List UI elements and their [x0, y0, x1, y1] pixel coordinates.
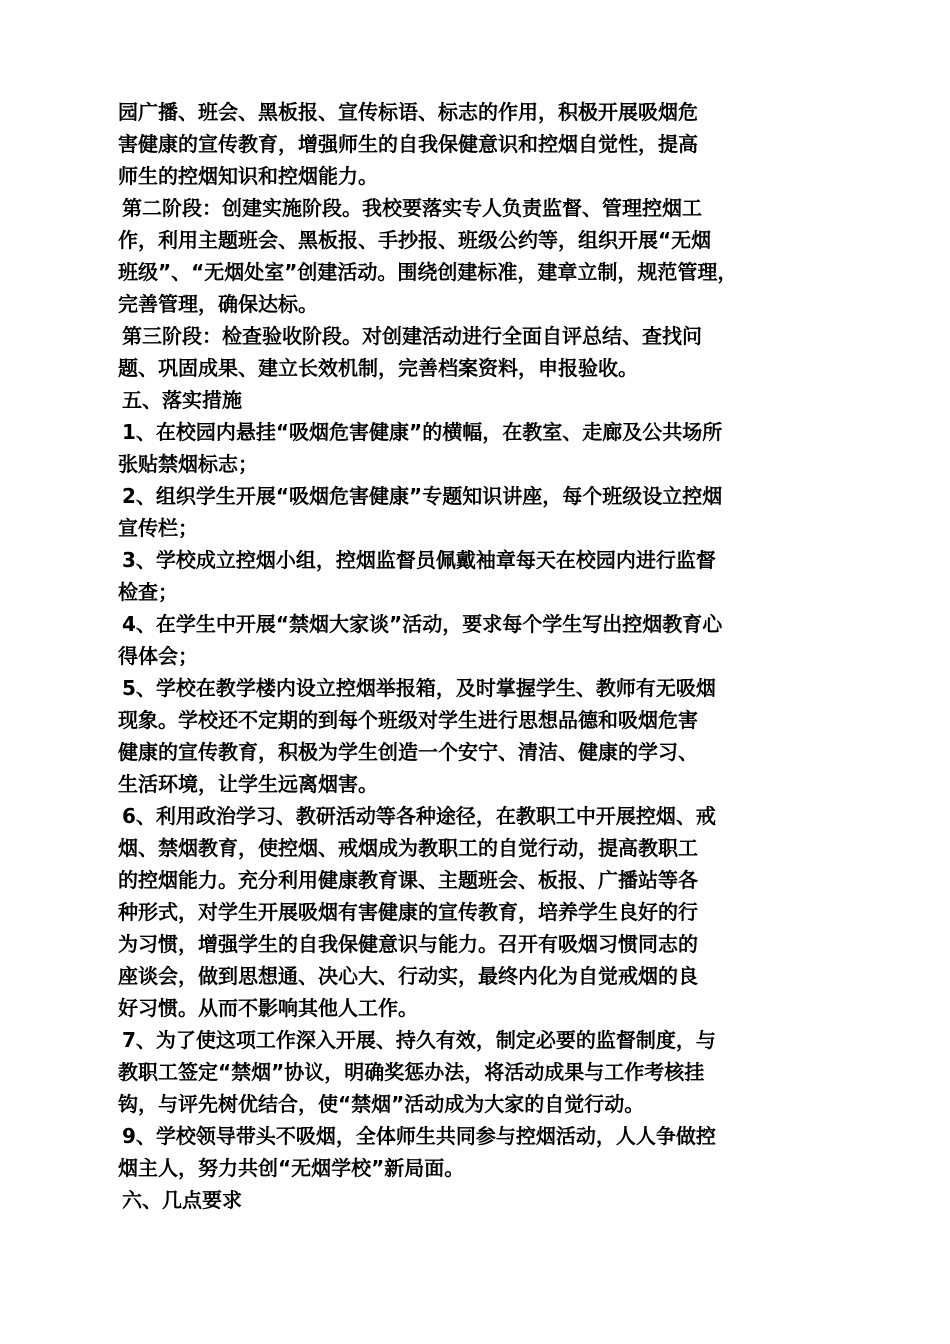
- text-line: 钩，与评先树优结合，使“禁烟”活动成为大家的自觉行动。: [118, 1092, 645, 1116]
- text-line: 作，利用主题班会、黑板报、手抄报、班级公约等，组织开展“无烟: [118, 228, 712, 252]
- text-line: 害健康的宣传教育，增强师生的自我保健意识和控烟自觉性，提高: [118, 132, 698, 156]
- text-line: 健康的宣传教育，积极为学生创造一个安宁、清洁、健康的学习、: [118, 740, 698, 764]
- text-line: 完善管理，确保达标。: [118, 292, 318, 316]
- text-line: 烟主人，努力共创“无烟学校”新局面。: [118, 1156, 465, 1180]
- text-line: 园广播、班会、黑板报、宣传标语、标志的作用，积极开展吸烟危: [118, 100, 698, 124]
- text-line: 种形式，对学生开展吸烟有害健康的宣传教育，培养学生良好的行: [118, 900, 698, 924]
- text-line: 宣传栏；: [118, 516, 198, 540]
- text-line: 生活环境，让学生远离烟害。: [118, 772, 378, 796]
- section-heading-requirements: 六、几点要求: [122, 1188, 242, 1212]
- document-body: [118, 96, 840, 1216]
- text-line: 现象。学校还不定期的到每个班级对学生进行思想品德和吸烟危害: [118, 708, 698, 732]
- text-line: 题、巩固成果、建立长效机制，完善档案资料，申报验收。: [118, 356, 638, 380]
- measure-item-5: 5、学校在教学楼内设立控烟举报箱，及时掌握学生、教师有无吸烟: [122, 676, 716, 700]
- measure-item-4: 4、在学生中开展“禁烟大家谈”活动，要求每个学生写出控烟教育心: [122, 612, 723, 636]
- measure-item-7: 7、为了使这项工作深入开展、持久有效，制定必要的监督制度，与: [122, 1028, 716, 1052]
- text-line: 班级”、“无烟处室”创建活动。围绕创建标准，建章立制，规范管理，: [118, 260, 738, 284]
- measure-item-6: 6、利用政治学习、教研活动等各种途径，在教职工中开展控烟、戒: [122, 804, 716, 828]
- text-line: 好习惯。从而不影响其他人工作。: [118, 996, 418, 1020]
- text-line: 得体会；: [118, 644, 198, 668]
- text-line: 座谈会，做到思想通、决心大、行动实，最终内化为自觉戒烟的良: [118, 964, 698, 988]
- measure-item-3: 3、学校成立控烟小组，控烟监督员佩戴袖章每天在校园内进行监督: [122, 548, 716, 572]
- text-line: 教职工签定“禁烟”协议，明确奖惩办法，将活动成果与工作考核挂: [118, 1060, 705, 1084]
- measure-item-2: 2、组织学生开展“吸烟危害健康”专题知识讲座，每个班级设立控烟: [122, 484, 723, 508]
- stage-two-heading-line: 第二阶段：创建实施阶段。我校要落实专人负责监督、管理控烟工: [122, 196, 702, 220]
- text-line: 烟、禁烟教育，使控烟、戒烟成为教职工的自觉行动，提高教职工: [118, 836, 698, 860]
- text-line: 检查；: [118, 580, 178, 604]
- section-heading-measures: 五、落实措施: [122, 388, 242, 412]
- measure-item-1: 1、在校园内悬挂“吸烟危害健康”的横幅，在教室、走廊及公共场所: [122, 420, 723, 444]
- measure-item-9: 9、学校领导带头不吸烟，全体师生共同参与控烟活动，人人争做控: [122, 1124, 716, 1148]
- stage-three-heading-line: 第三阶段：检查验收阶段。对创建活动进行全面自评总结、查找问: [122, 324, 702, 348]
- text-line: 为习惯，增强学生的自我保健意识与能力。召开有吸烟习惯同志的: [118, 932, 698, 956]
- text-line: 师生的控烟知识和控烟能力。: [118, 164, 378, 188]
- text-line: 张贴禁烟标志；: [118, 452, 258, 476]
- text-line: 的控烟能力。充分利用健康教育课、主题班会、板报、广播站等各: [118, 868, 698, 892]
